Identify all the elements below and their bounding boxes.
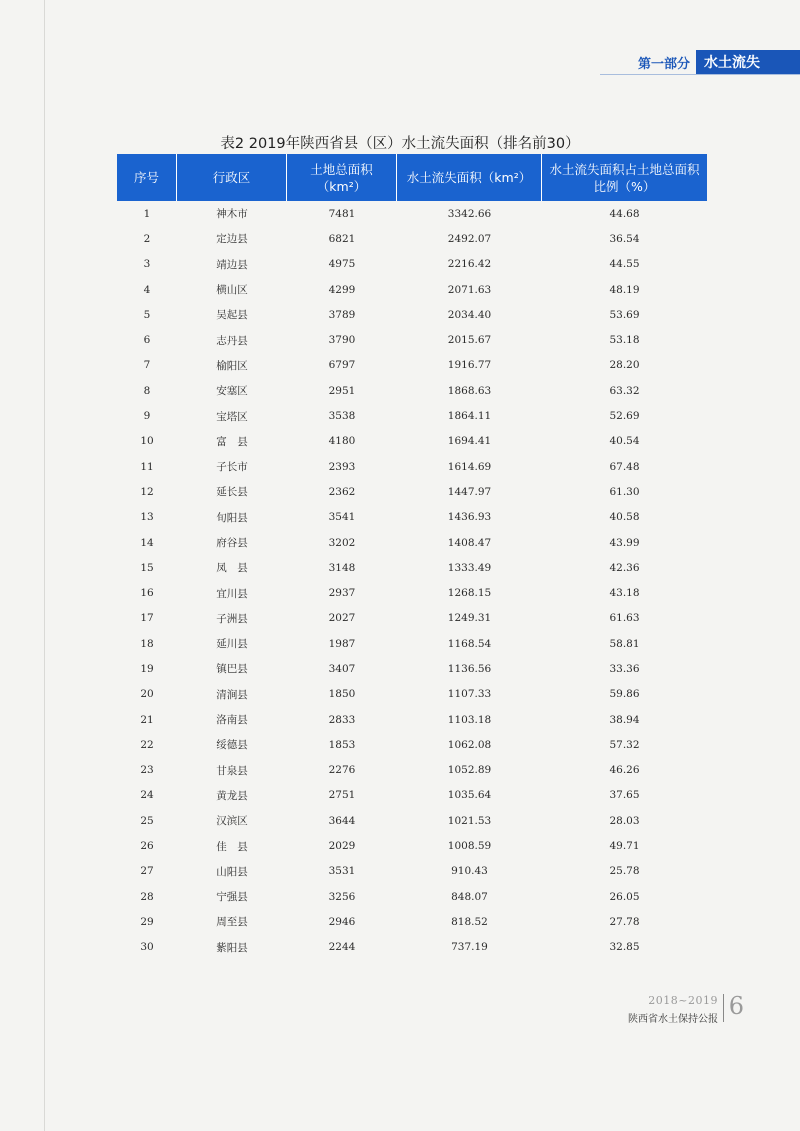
cell-land-area: 2946	[328, 915, 356, 928]
column-header-erosion-area: 水土流失面积（km²）	[397, 154, 542, 201]
cell-region: 子洲县	[216, 612, 248, 625]
cell-land-area: 4299	[328, 283, 356, 296]
cell-erosion-area: 1333.49	[447, 561, 492, 574]
cell-erosion-ratio: 52.69	[609, 410, 640, 423]
cell-erosion-ratio: 38.94	[609, 713, 640, 726]
cell-land-area: 1850	[328, 688, 356, 701]
table-row	[117, 277, 707, 302]
cell-erosion-area: 1408.47	[447, 536, 492, 549]
cell-seq: 19	[140, 662, 154, 675]
cell-erosion-area: 1035.64	[447, 789, 492, 802]
table-row	[117, 909, 707, 934]
cell-erosion-ratio: 49.71	[609, 840, 640, 853]
cell-erosion-ratio: 63.32	[609, 384, 640, 397]
table-row	[117, 935, 707, 960]
table-row	[117, 479, 707, 504]
cell-seq: 3	[143, 258, 151, 271]
table-row	[117, 505, 707, 530]
cell-seq: 11	[140, 460, 154, 473]
cell-seq: 27	[140, 865, 154, 878]
cell-erosion-area: 1062.08	[447, 738, 492, 751]
table-row	[117, 327, 707, 352]
cell-erosion-area: 1447.97	[447, 485, 492, 498]
footer	[628, 992, 748, 1032]
cell-seq: 6	[143, 334, 151, 347]
cell-region: 府谷县	[216, 537, 248, 549]
table-row	[117, 859, 707, 884]
cell-region: 佳 县	[216, 840, 248, 853]
cell-erosion-ratio: 53.69	[609, 308, 640, 321]
cell-seq: 9	[143, 410, 151, 423]
cell-land-area: 3531	[328, 865, 356, 878]
cell-land-area: 3407	[328, 662, 356, 675]
cell-erosion-ratio: 27.78	[609, 915, 640, 928]
cell-seq: 26	[140, 840, 154, 853]
table-row	[117, 808, 707, 833]
cell-region: 子长市	[216, 461, 248, 474]
cell-erosion-ratio: 57.32	[609, 738, 640, 751]
cell-land-area: 6821	[328, 232, 356, 245]
cell-erosion-area: 1021.53	[447, 814, 492, 827]
cell-erosion-area: 1008.59	[447, 840, 492, 853]
cell-land-area: 3256	[328, 890, 356, 903]
cell-region: 榆阳区	[216, 359, 248, 372]
cell-seq: 5	[143, 308, 151, 321]
cell-land-area: 2276	[328, 764, 356, 777]
cell-erosion-ratio: 42.36	[609, 561, 640, 574]
table-row	[117, 833, 707, 858]
table-row	[117, 656, 707, 681]
cell-region: 凤 县	[216, 562, 248, 575]
cell-seq: 15	[140, 561, 154, 574]
cell-region: 山阳县	[216, 865, 248, 878]
cell-erosion-ratio: 53.18	[609, 334, 640, 347]
table-row	[117, 884, 707, 909]
cell-region: 汉滨区	[216, 815, 248, 828]
cell-land-area: 3148	[328, 561, 356, 574]
footer-years: 2018~2019	[648, 994, 718, 1007]
cell-region: 吴起县	[216, 309, 248, 322]
cell-erosion-area: 1694.41	[447, 435, 492, 448]
table-row	[117, 201, 707, 226]
cell-erosion-ratio: 28.03	[609, 814, 640, 827]
cell-erosion-ratio: 61.30	[609, 485, 640, 498]
cell-region: 清涧县	[216, 688, 248, 701]
cell-region: 延川县	[216, 638, 248, 651]
cell-erosion-ratio: 67.48	[609, 460, 640, 473]
cell-land-area: 2029	[328, 840, 356, 853]
table-row	[117, 580, 707, 605]
cell-land-area: 2833	[328, 713, 356, 726]
cell-erosion-area: 2071.63	[447, 283, 492, 296]
cell-erosion-ratio: 59.86	[609, 688, 640, 701]
cell-erosion-area: 1249.31	[447, 612, 492, 625]
cell-region: 志丹县	[216, 334, 248, 347]
table-body	[117, 201, 707, 960]
cell-region: 黄龙县	[216, 789, 248, 802]
table-row	[117, 682, 707, 707]
cell-erosion-ratio: 44.68	[609, 207, 640, 220]
cell-erosion-area: 2216.42	[447, 258, 492, 271]
cell-erosion-area: 1107.33	[447, 688, 492, 701]
cell-region: 绥德县	[216, 739, 248, 752]
cell-erosion-area: 737.19	[451, 941, 488, 954]
cell-erosion-area: 910.43	[451, 865, 488, 878]
cell-land-area: 3538	[328, 410, 356, 423]
cell-land-area: 2027	[328, 612, 356, 625]
cell-seq: 30	[140, 941, 154, 954]
section-part-label: 第一部分	[628, 50, 696, 74]
cell-land-area: 7481	[328, 207, 356, 220]
cell-erosion-area: 1916.77	[447, 359, 492, 372]
cell-seq: 7	[143, 359, 151, 372]
cell-land-area: 4180	[328, 435, 356, 448]
cell-seq: 24	[140, 789, 154, 802]
cell-erosion-ratio: 43.99	[609, 536, 640, 549]
cell-seq: 12	[140, 485, 154, 498]
cell-region: 宜川县	[216, 587, 248, 600]
cell-land-area: 1987	[328, 637, 356, 650]
page-edge	[44, 0, 45, 1131]
cell-erosion-area: 1868.63	[447, 384, 492, 397]
cell-seq: 10	[140, 435, 154, 448]
cell-land-area: 3644	[328, 814, 356, 827]
cell-land-area: 2751	[328, 789, 356, 802]
cell-seq: 25	[140, 814, 154, 827]
cell-erosion-ratio: 37.65	[609, 789, 640, 802]
cell-erosion-ratio: 28.20	[609, 359, 640, 372]
column-header-region: 行政区	[177, 154, 287, 201]
cell-seq: 17	[140, 612, 154, 625]
cell-region: 延长县	[216, 486, 248, 499]
cell-seq: 20	[140, 688, 154, 701]
cell-seq: 21	[140, 713, 154, 726]
cell-erosion-ratio: 40.54	[609, 435, 640, 448]
cell-erosion-area: 2034.40	[447, 308, 492, 321]
table-row	[117, 707, 707, 732]
cell-seq: 29	[140, 915, 154, 928]
table-row	[117, 631, 707, 656]
table-row	[117, 403, 707, 428]
cell-land-area: 3541	[328, 511, 356, 524]
cell-seq: 13	[140, 511, 154, 524]
cell-erosion-ratio: 58.81	[609, 637, 640, 650]
cell-erosion-area: 1052.89	[447, 764, 492, 777]
table-row	[117, 353, 707, 378]
cell-region: 宝塔区	[216, 410, 248, 423]
table-row	[117, 252, 707, 277]
table-row	[117, 783, 707, 808]
cell-region: 横山区	[216, 284, 248, 297]
cell-region: 周至县	[216, 916, 248, 929]
table-row	[117, 732, 707, 757]
cell-land-area: 3790	[328, 334, 356, 347]
cell-land-area: 2362	[328, 485, 356, 498]
cell-seq: 14	[140, 536, 154, 549]
header-rule	[600, 74, 800, 75]
cell-region: 宁强县	[216, 891, 248, 904]
cell-erosion-area: 2015.67	[447, 334, 492, 347]
table-row	[117, 302, 707, 327]
cell-erosion-area: 1614.69	[447, 460, 492, 473]
footer-divider	[723, 994, 724, 1022]
cell-region: 紫阳县	[216, 941, 248, 954]
erosion-table	[117, 154, 707, 960]
table-row	[117, 555, 707, 580]
table-row	[117, 606, 707, 631]
cell-erosion-area: 1436.93	[447, 511, 492, 524]
cell-erosion-area: 1136.56	[447, 662, 492, 675]
cell-erosion-ratio: 48.19	[609, 283, 640, 296]
table-row	[117, 758, 707, 783]
table-title: 表2 2019年陕西省县（区）水土流失面积（排名前30）	[220, 136, 580, 152]
cell-region: 洛南县	[216, 714, 248, 727]
cell-erosion-ratio: 40.58	[609, 511, 640, 524]
cell-erosion-area: 1864.11	[447, 410, 492, 423]
cell-region: 富 县	[216, 435, 248, 448]
cell-erosion-ratio: 36.54	[609, 232, 640, 245]
cell-seq: 1	[143, 207, 151, 220]
cell-region: 安塞区	[216, 385, 248, 398]
table-row	[117, 429, 707, 454]
cell-seq: 18	[140, 637, 154, 650]
cell-erosion-ratio: 25.78	[609, 865, 640, 878]
table-row	[117, 378, 707, 403]
cell-seq: 2	[143, 232, 151, 245]
cell-land-area: 4975	[328, 258, 356, 271]
table-row	[117, 454, 707, 479]
cell-erosion-area: 818.52	[451, 915, 488, 928]
cell-land-area: 2393	[328, 460, 356, 473]
cell-region: 神木市	[216, 208, 248, 221]
cell-seq: 22	[140, 738, 154, 751]
page-number: 6	[728, 992, 744, 1020]
cell-erosion-area: 2492.07	[447, 232, 492, 245]
cell-seq: 23	[140, 764, 154, 777]
cell-region: 定边县	[216, 233, 248, 246]
cell-erosion-ratio: 26.05	[609, 890, 640, 903]
cell-erosion-ratio: 43.18	[609, 587, 640, 600]
cell-seq: 8	[143, 384, 151, 397]
footer-title: 陕西省水土保持公报	[628, 1014, 718, 1025]
cell-erosion-area: 1168.54	[447, 637, 492, 650]
table-header-row	[117, 154, 707, 201]
cell-erosion-area: 1268.15	[447, 587, 492, 600]
cell-seq: 16	[140, 587, 154, 600]
cell-erosion-ratio: 61.63	[609, 612, 640, 625]
cell-seq: 28	[140, 890, 154, 903]
cell-land-area: 2951	[328, 384, 356, 397]
table-row	[117, 530, 707, 555]
cell-land-area: 6797	[328, 359, 356, 372]
cell-erosion-ratio: 44.55	[609, 258, 640, 271]
column-header-land-area: 土地总面积（km²）	[287, 154, 397, 201]
cell-land-area: 2937	[328, 587, 356, 600]
cell-erosion-area: 1103.18	[447, 713, 492, 726]
column-header-seq: 序号	[117, 154, 177, 201]
cell-land-area: 3789	[328, 308, 356, 321]
cell-land-area: 3202	[328, 536, 356, 549]
cell-erosion-ratio: 46.26	[609, 764, 640, 777]
section-name-label: 水土流失	[696, 50, 800, 74]
column-header-erosion-ratio: 水土流失面积占土地总面积比例（%）	[542, 154, 707, 201]
cell-land-area: 1853	[328, 738, 356, 751]
cell-region: 旬阳县	[216, 511, 248, 524]
cell-region: 甘泉县	[216, 764, 248, 777]
cell-erosion-area: 3342.66	[447, 207, 492, 220]
cell-erosion-area: 848.07	[451, 890, 488, 903]
section-header	[628, 50, 800, 74]
cell-region: 镇巴县	[216, 663, 248, 676]
cell-region: 靖边县	[216, 258, 248, 271]
cell-erosion-ratio: 33.36	[609, 662, 640, 675]
cell-erosion-ratio: 32.85	[609, 941, 640, 954]
table-row	[117, 226, 707, 251]
cell-land-area: 2244	[328, 941, 356, 954]
cell-seq: 4	[143, 283, 151, 296]
